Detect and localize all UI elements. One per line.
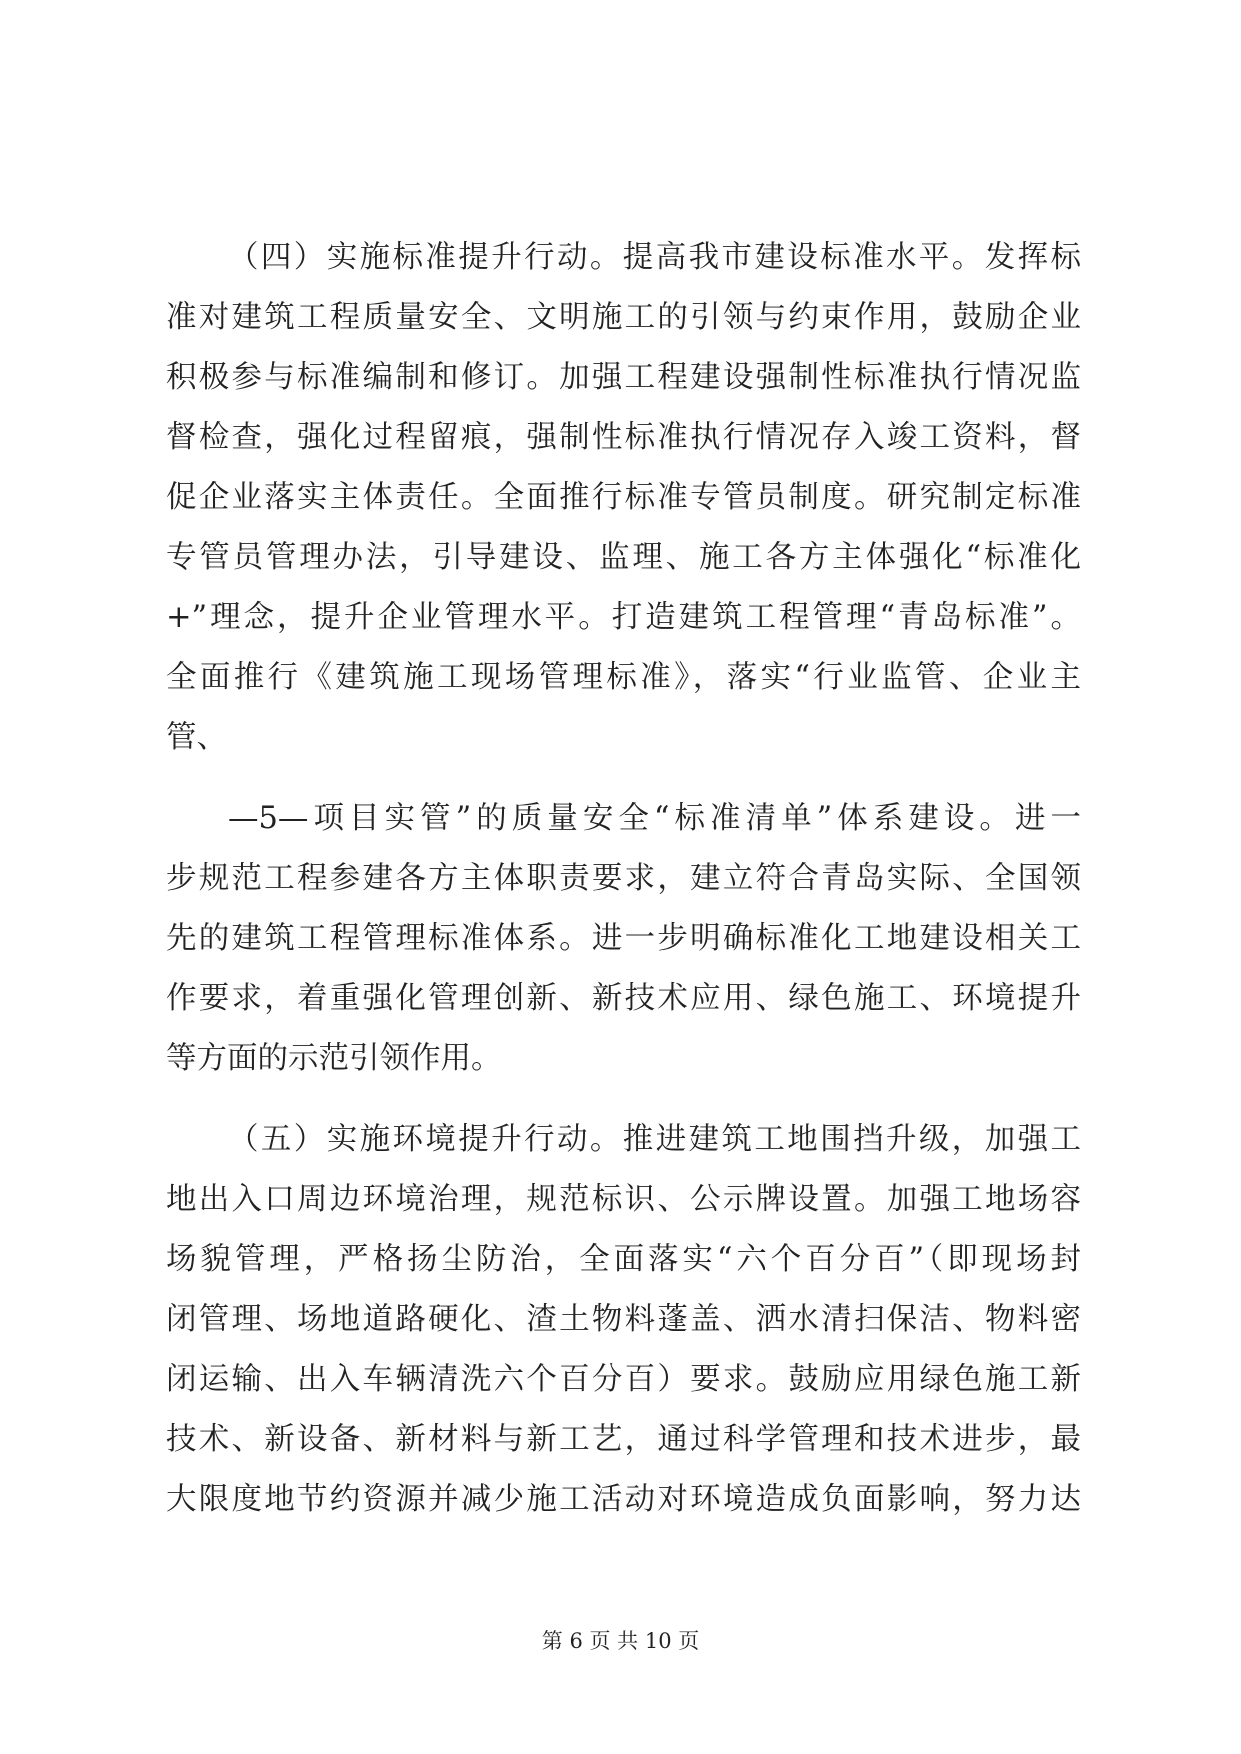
text-line: 作要求，着重强化管理创新、新技术应用、绿色施工、环境提升: [166, 981, 1081, 1016]
text-line: 先的建筑工程管理标准体系。进一步明确标准化工地建设相关工: [166, 921, 1081, 956]
text-line: 专管员管理办法，引导建设、监理、施工各方主体强化“标准化: [166, 540, 1081, 575]
text-line: 技术、新设备、新材料与新工艺，通过科学管理和技术进步，最: [166, 1422, 1081, 1457]
text-line: 场貌管理，严格扬尘防治，全面落实“六个百分百”（即现场封: [166, 1242, 1081, 1277]
page-number: 第 6 页 共 10 页: [541, 1629, 700, 1653]
text-line: 积极参与标准编制和修订。加强工程建设强制性标准执行情况监: [166, 360, 1081, 395]
document-body: [166, 228, 1081, 1530]
page-footer: [0, 1625, 1241, 1655]
text-line: 等方面的示范引领作用。: [166, 1041, 502, 1076]
text-line: 促企业落实主体责任。全面推行标准专管员制度。研究制定标准: [166, 480, 1081, 515]
text-line: 大限度地节约资源并减少施工活动对环境造成负面影响，努力达: [166, 1482, 1081, 1517]
text-line: 闭管理、场地道路硬化、渣土物料蓬盖、洒水清扫保洁、物料密: [166, 1302, 1081, 1337]
text-line: 闭运输、出入车辆清洗六个百分百）要求。鼓励应用绿色施工新: [166, 1362, 1081, 1397]
paragraph-standard-list: [166, 789, 1081, 1089]
text-line: （五）实施环境提升行动。推进建筑工地围挡升级，加强工: [228, 1122, 1081, 1157]
text-line: 全面推行《建筑施工现场管理标准》，落实“行业监管、企业主: [166, 660, 1081, 695]
text-line: 地出入口周边环境治理，规范标识、公示牌设置。加强工地场容: [166, 1182, 1081, 1217]
text-line: —5—项目实管”的质量安全“标准清单”体系建设。进一: [228, 801, 1081, 836]
text-line: 管、: [166, 720, 227, 755]
text-line: 准对建筑工程质量安全、文明施工的引领与约束作用，鼓励企业: [166, 300, 1081, 335]
text-line: 步规范工程参建各方主体职责要求，建立符合青岛实际、全国领: [166, 861, 1081, 896]
paragraph-environment: [166, 1110, 1081, 1530]
text-line: 督检查，强化过程留痕，强制性标准执行情况存入竣工资料，督: [166, 420, 1081, 455]
paragraph-standards: [166, 228, 1081, 768]
text-line: +”理念，提升企业管理水平。打造建筑工程管理“青岛标准”。: [166, 600, 1081, 635]
text-line: （四）实施标准提升行动。提高我市建设标准水平。发挥标: [228, 240, 1081, 275]
